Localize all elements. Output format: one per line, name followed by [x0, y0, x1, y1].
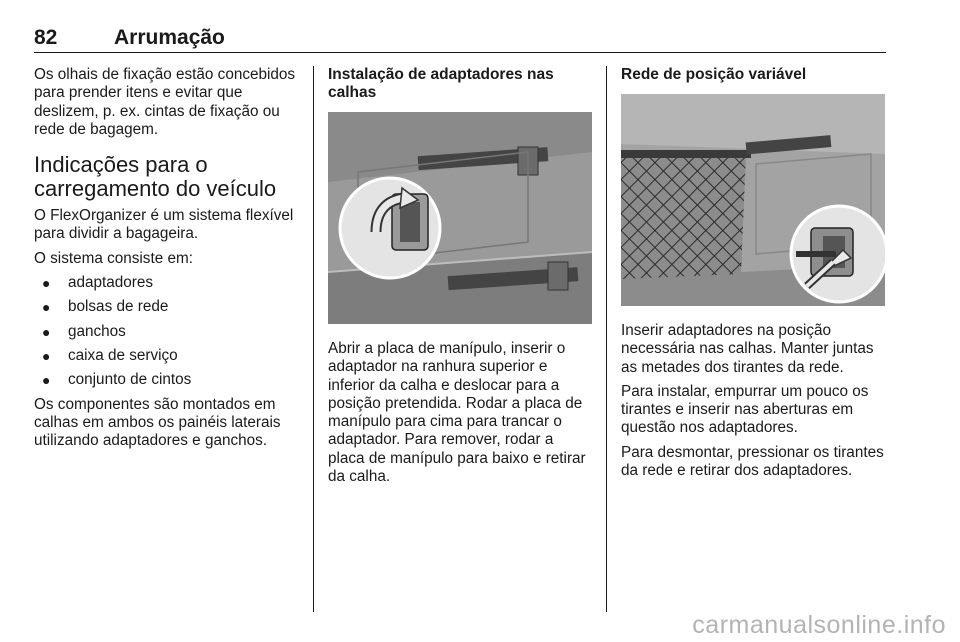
bullet-icon: ●: [42, 275, 51, 292]
column-3: [621, 66, 889, 486]
bullet-icon: ●: [42, 299, 51, 316]
cargo-net-illustration: [621, 94, 885, 306]
bullet-icon: ●: [42, 347, 51, 364]
page-number: 82: [34, 26, 58, 49]
page-header: [34, 26, 886, 53]
variable-net-heading: Rede de posição variável: [621, 66, 807, 83]
list-item: ● conjunto de cintos: [42, 371, 192, 389]
adapter-install-heading: Instalação de adaptadores nas calhas: [328, 66, 554, 101]
intro-paragraph: Os olhais de fixação estão concebidos para prender itens e evitar que deslizem, p. ex. cintas de fixação ou rede de bagagem.: [34, 66, 296, 138]
list-item: ● bolsas de rede: [42, 298, 169, 316]
flexorganizer-paragraph: O FlexOrganizer é um sistema flexível para dividir a bagageira.: [34, 207, 294, 243]
list-item: ● adaptadores: [42, 274, 154, 292]
watermark: carmanualsonline.info: [692, 611, 946, 639]
column-divider-1: [313, 66, 314, 612]
loading-heading: Indicações para o carregamento do veículo: [34, 152, 277, 202]
system-consists-paragraph: O sistema consiste em:: [34, 249, 193, 267]
column-2: [328, 66, 592, 492]
column-1: [34, 66, 300, 456]
insert-adapters-paragraph: Inserir adaptadores na posição necessária nas calhas. Manter juntas as metades dos tirantes da rede.: [621, 322, 874, 376]
list-item: ● ganchos: [42, 322, 126, 340]
components-paragraph: Os componentes são montados em calhas em ambos os painéis laterais utilizando adaptadores e ganchos.: [34, 395, 281, 450]
column-divider-2: [606, 66, 607, 612]
component-list: [34, 274, 300, 389]
remove-paragraph: Para desmontar, pressionar os tirantes da rede e retirar dos adaptadores.: [621, 443, 884, 480]
section-title: Arrumação: [114, 26, 225, 49]
list-item: ● caixa de serviço: [42, 346, 178, 364]
bullet-icon: ●: [42, 372, 51, 389]
adapter-rail-illustration: [328, 112, 592, 324]
adapter-install-paragraph: Abrir a placa de manípulo, inserir o adaptador na ranhura superior e inferior da calha e deslocar para a posição pretendida. Rodar a placa de manípulo para cima para trancar o adaptador. Para remover, rodar a placa de manípulo para baixo e retirar da calha.: [328, 340, 586, 486]
install-paragraph: Para instalar, empurrar um pouco os tirantes e inserir nas aberturas em questão nos adaptadores.: [621, 382, 869, 437]
bullet-icon: ●: [42, 323, 51, 340]
